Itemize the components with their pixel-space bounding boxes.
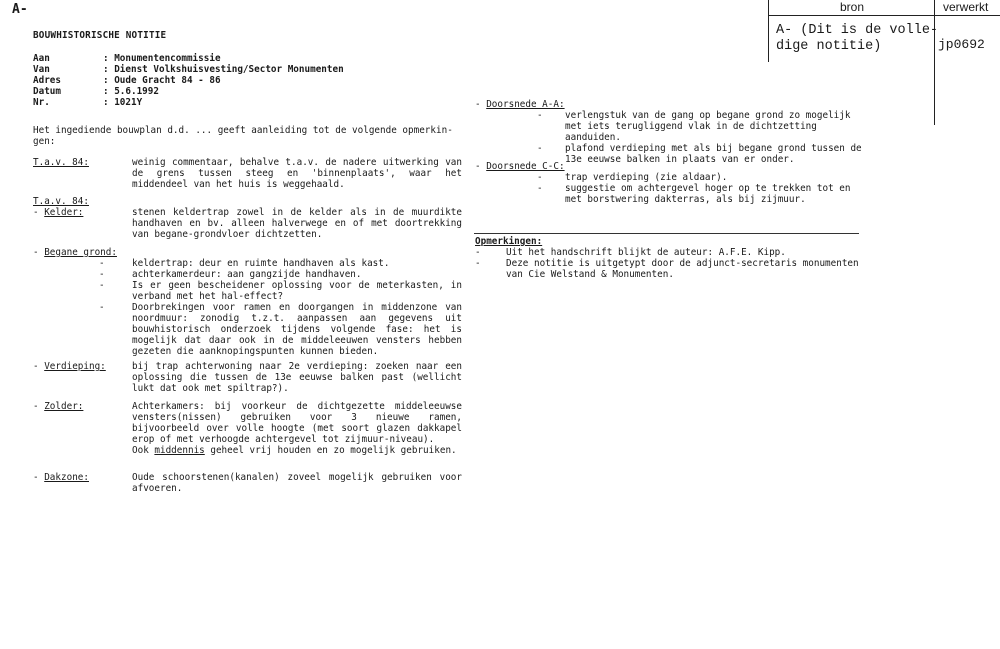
header-label: Aan [33, 53, 50, 64]
section-text: bij trap achterwoning naar 2e verdieping: zoeken naar een oplossing die tussen de 13e eeuwse balken past (wellicht lukt dat ook met spiltrap?). [132, 361, 462, 394]
list-item: - Doorbrekingen voor ramen en doorgangen in middenzone van noordmuur: zonodig t.z.t. aanpassen aan gegevens uit bouwhistorisch onderzoek tijdens volgende fase: het is mogelijk dat daar ook in de middeleeuwen vensters hebben gezeten die aanknopingspunten kunnen bieden. [99, 302, 462, 357]
archive-bron-text: A- (Dit is de volle- dige notitie) [776, 23, 939, 54]
archive-bron-header: bron [840, 0, 865, 14]
list-item: - verlengstuk van de gang op begane grond zo mogelijk met iets terugliggend vlak in de dichtzetting aanduiden. [537, 110, 851, 143]
archive-verwerkt-header: verwerkt [943, 0, 989, 14]
header-value: : 1021Y [103, 97, 143, 108]
section-opmerkingen [475, 236, 875, 280]
section-text: weinig commentaar, behalve t.a.v. de nadere uitwerking van de grens tussen steeg en 'binnenplaats', waar het middendeel van het huis is weggehaald. [132, 157, 462, 190]
divider [474, 233, 859, 234]
list-item: - keldertrap: deur en ruimte handhaven als kast. [99, 258, 390, 269]
header-label: Datum [33, 86, 61, 97]
section-text: stenen keldertrap zowel in de kelder als in de muurdikte handhaven en bv. alleen halverwege en of met doortrekking van begane-grondvloer dichtzetten. [132, 207, 462, 240]
archive-verwerkt-text: jp0692 [938, 37, 985, 52]
section-label: Begane grond: [44, 247, 117, 258]
header-block [33, 53, 344, 108]
page-mark: A- [12, 2, 28, 17]
header-value: : Monumentencommissie [103, 53, 221, 64]
list-item: - trap verdieping (zie aldaar). [537, 172, 728, 183]
section-label: T.a.v. 84: [33, 196, 89, 207]
section-label: Kelder: [44, 207, 84, 218]
list-item: - suggestie om achtergevel hoger op te trekken tot en met borstwering dakterras, als bij zijmuur. [537, 183, 851, 205]
opmerkingen-title: Opmerkingen: [475, 236, 543, 247]
list-item: - Uit het handschrift blijkt de auteur: A.F.E. Kipp. [475, 247, 786, 258]
header-value: : Dienst Volkshuisvesting/Sector Monumenten [103, 64, 344, 75]
list-item: - Deze notitie is uitgetypt door de adjunct-secretaris monumenten van Cie Welstand & Monumenten. [475, 258, 859, 280]
section-text-2: Ook middennis geheel vrij houden en zo mogelijk gebruiken. [132, 445, 457, 456]
section-label: T.a.v. 84: [33, 157, 89, 168]
header-label: Nr. [33, 97, 50, 108]
list-item: - achterkamerdeur: aan gangzijde handhaven. [99, 269, 362, 280]
section-text: Oude schoorstenen(kanalen) zoveel mogelijk gebruiken voor afvoeren. [132, 472, 462, 494]
section-label: Dakzone: [44, 472, 89, 483]
archive-left-line [768, 0, 769, 62]
section-label: Doorsnede C-C: [486, 161, 565, 172]
list-item: - plafond verdieping met als bij begane grond tussen de 13e eeuwse balken in plaats van er onder. [537, 143, 862, 165]
header-label: Van [33, 64, 50, 75]
archive-divider-line [934, 0, 935, 125]
section-label: Doorsnede A-A: [486, 99, 565, 110]
list-item: - Is er geen bescheidener oplossing voor de meterkasten, in verband met het hal-effect? [99, 280, 462, 302]
section-label: Verdieping: [44, 361, 106, 372]
header-value: : Oude Gracht 84 - 86 [103, 75, 221, 86]
header-value: : 5.6.1992 [103, 86, 159, 97]
intro-text: Het ingediende bouwplan d.d. ... geeft aanleiding tot de volgende opmerkin-gen: [33, 125, 453, 147]
header-label: Adres [33, 75, 61, 86]
section-label: Zolder: [44, 401, 84, 412]
section-text: Achterkamers: bij voorkeur de dichtgezette middeleeuwse vensters(nissen) gebruiken voor 3 nieuwe ramen, bijvoorbeeld over volle hoogte (met soort glazen dakkapel erop of met verhoogde achtergevel tot zijmuur-niveau). [132, 401, 462, 445]
document-title: BOUWHISTORISCHE NOTITIE [33, 30, 167, 41]
archive-header-line [768, 15, 1000, 16]
